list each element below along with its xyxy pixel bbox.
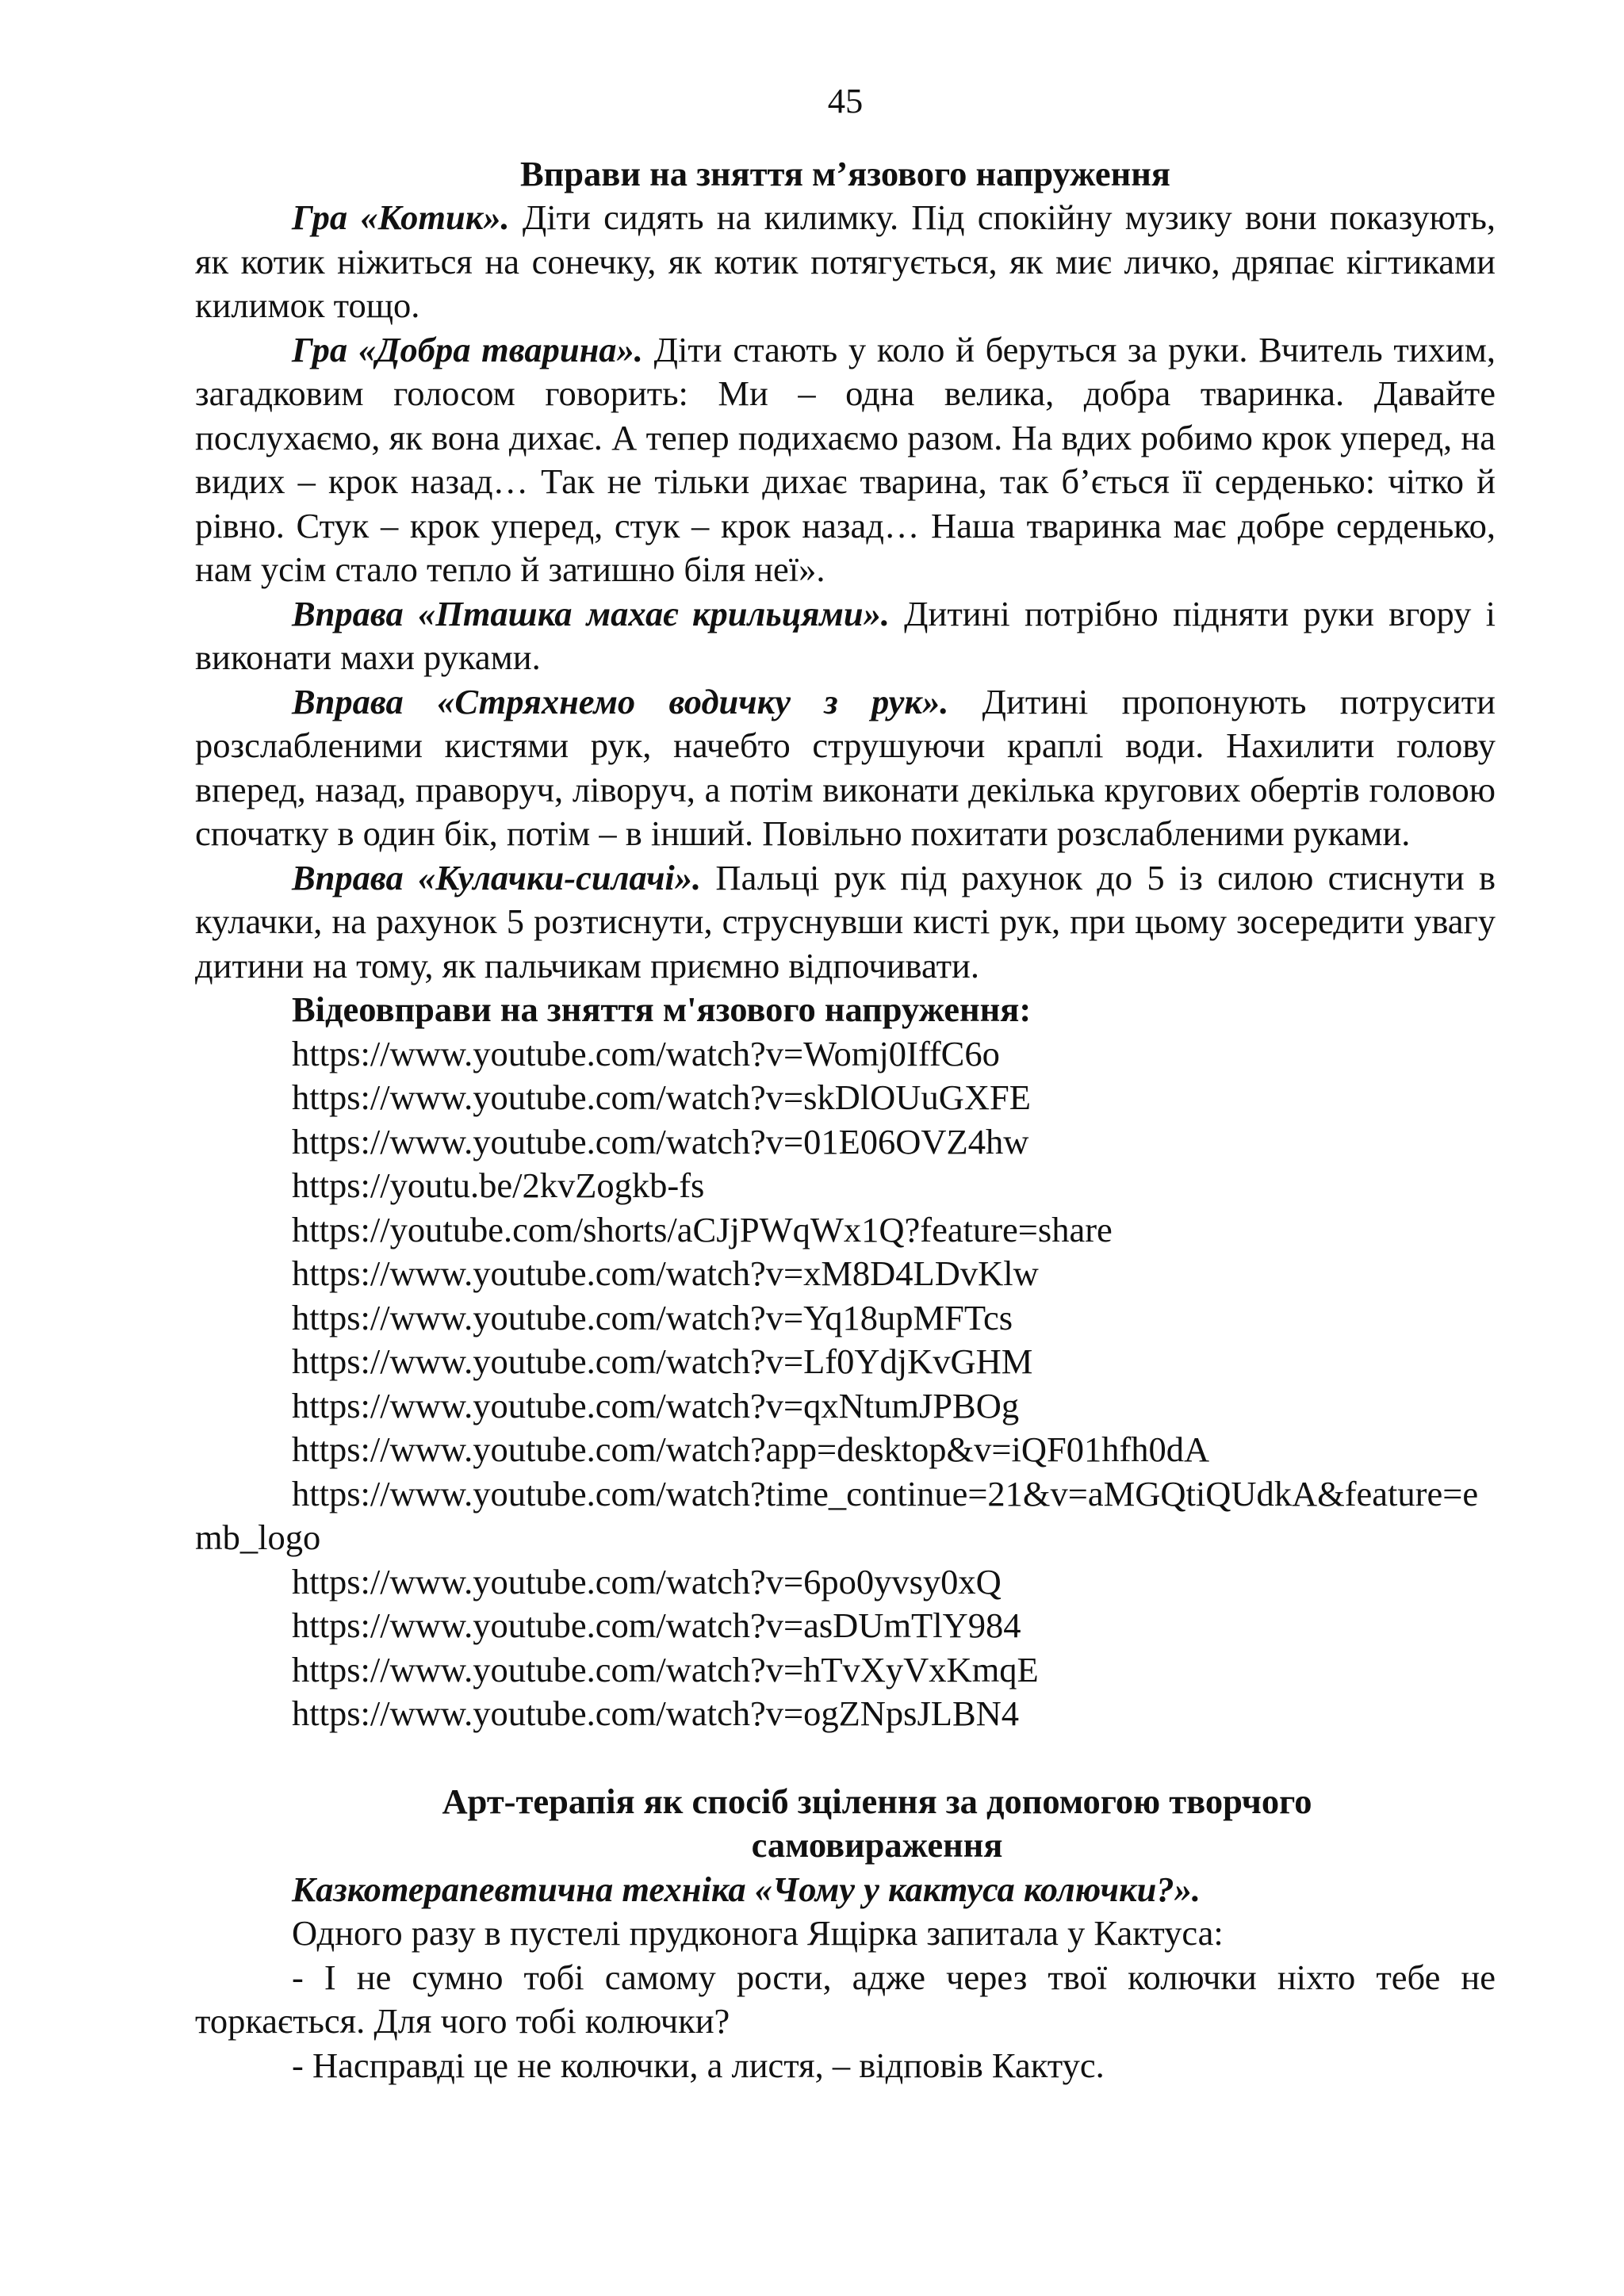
paragraph-text: Діти стають у коло й беруться за руки. Вчитель тихим, загадковим голосом говорить: Ми – одна велика, добра тваринка. Давайте послухаємо, як вона дихає. А тепер подихаємо разом. На вдих робимо крок уперед, на видих – крок назад… Так не тільки дихає тварина, так б’ється її серденько: чітко й рівно. Стук – крок уперед, стук – крок назад… Наша тваринка має добре серденько, нам усім стало тепло й затишно біля неї».: [195, 329, 1496, 589]
paragraph-lead: Вправа «Кулачки-силачі».: [292, 857, 702, 897]
video-link-list: [195, 1032, 1496, 1736]
paragraph-stryakhnemo: [195, 680, 1496, 856]
video-link[interactable]: https://www.youtube.com/watch?v=xM8D4LDvKlw: [292, 1253, 1039, 1293]
document-page: [195, 79, 1496, 2087]
video-link[interactable]: https://www.youtube.com/watch?v=Womj0IffC6o: [292, 1033, 1000, 1073]
paragraph-kotyk: [195, 196, 1496, 328]
tale-line: - Насправді це не колючки, а листя, – відповів Кактус.: [292, 2045, 1105, 2085]
paragraph-text: Дитині пропонують потрусити розслабленими кистями рук, начебто струшуючи краплі води. Нахилити голову вперед, назад, праворуч, ліворуч, а потім виконати декілька кругових обертів головою спочатку в один бік, потім – в інший. Повільно похитати розслабленими руками.: [195, 681, 1496, 853]
section-gap: [195, 1736, 1496, 1780]
paragraph-text: Діти сидять на килимку. Під спокійну музику вони показують, як котик ніжиться на сонечку, як котик потягується, як миє личко, дряпає кігтиками килимок тощо.: [195, 197, 1496, 325]
page-number: 45: [827, 81, 864, 121]
video-link[interactable]: https://www.youtube.com/watch?v=skDlOUuGXFE: [292, 1077, 1031, 1117]
section-title-art-therapy-line1: Арт-терапія як спосіб зцілення за допомогою творчого: [442, 1781, 1312, 1821]
video-link[interactable]: https://www.youtube.com/watch?app=desktop&v=iQF01hfh0dA: [292, 1429, 1210, 1469]
paragraph-kulachky: [195, 856, 1496, 989]
video-link[interactable]: https://www.youtube.com/watch?v=Yq18upMFTcs: [292, 1297, 1013, 1337]
video-link[interactable]: https://www.youtube.com/watch?v=ogZNpsJLBN4: [292, 1693, 1020, 1733]
tale-technique-title: Казкотерапевтична техніка «Чому у кактуса колючки?».: [292, 1869, 1201, 1909]
paragraph-ptashka: [195, 592, 1496, 680]
video-link[interactable]: https://www.youtube.com/watch?v=01E06OVZ4hw: [292, 1121, 1029, 1161]
tale-line: Одного разу в пустелі прудконога Ящірка запитала у Кактуса:: [292, 1913, 1224, 1953]
paragraph-lead: Вправа «Стряхнемо водичку з рук».: [292, 681, 949, 721]
video-link[interactable]: https://www.youtube.com/watch?v=6po0yvsy0xQ: [292, 1561, 1002, 1601]
paragraph-lead: Гра «Добра тварина».: [292, 329, 643, 369]
section-title-muscle-tension: Вправи на зняття м’язового напруження: [519, 153, 1171, 193]
video-link[interactable]: https://www.youtube.com/watch?v=qxNtumJPBOg: [292, 1385, 1020, 1425]
video-link[interactable]: https://youtube.com/shorts/aCJjPWqWx1Q?feature=share: [292, 1209, 1113, 1249]
paragraph-text: Пальці рук під рахунок до 5 із силою стиснути в кулачки, на рахунок 5 розтиснути, струснувши кисті рук, при цьому зосередити увагу дитини на тому, як пальчикам приємно відпочивати.: [195, 857, 1496, 985]
video-link[interactable]: https://www.youtube.com/watch?v=asDUmTlY984: [292, 1605, 1021, 1645]
video-link[interactable]: https://www.youtube.com/watch?v=hTvXyVxKmqE: [292, 1649, 1039, 1689]
tale-line: - І не сумно тобі самому рости, адже через твої колючки ніхто тебе не торкається. Для чого тобі колючки?: [195, 1957, 1496, 2041]
video-exercises-title: Відеовправи на зняття м'язового напруження:: [292, 989, 1032, 1029]
video-link[interactable]: https://www.youtube.com/watch?time_continue=21&v=aMGQtiQUdkA&feature=emb_logo: [195, 1473, 1479, 1557]
video-link[interactable]: https://www.youtube.com/watch?v=Lf0YdjKvGHM: [292, 1341, 1033, 1381]
section-title-art-therapy-line2: самовираження: [751, 1825, 1003, 1865]
paragraph-dobra-tvaryna: [195, 328, 1496, 592]
paragraph-lead: Гра «Котик».: [292, 197, 510, 237]
paragraph-lead: Вправа «Пташка махає крильцями».: [292, 593, 890, 633]
paragraph-text: Дитині потрібно підняти руки вгору і виконати махи руками.: [195, 593, 1496, 677]
video-link[interactable]: https://youtu.be/2kvZogkb-fs: [292, 1165, 705, 1205]
